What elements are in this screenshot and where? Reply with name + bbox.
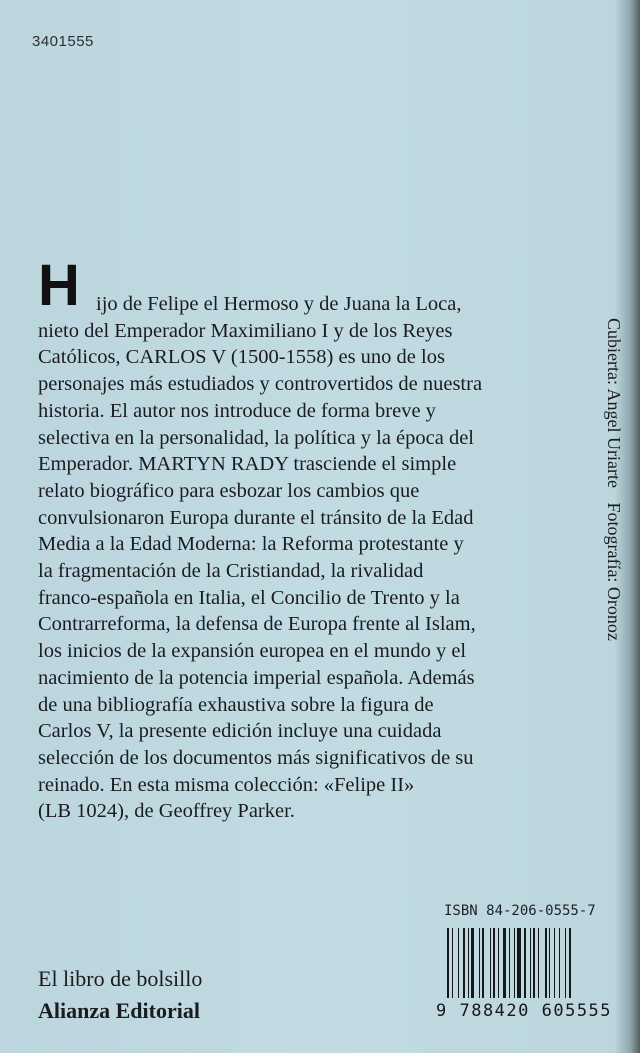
credits-vertical <box>603 318 624 651</box>
barcode-bar <box>533 928 535 998</box>
barcode-bar <box>493 928 495 998</box>
barcode-bar <box>463 928 465 998</box>
catalog-number: 3401555 <box>32 33 94 50</box>
blurb-line: nieto del Emperador Maximiliano I y de los Reyes <box>38 319 453 342</box>
isbn: ISBN 84-206-0555-7 <box>444 903 596 919</box>
barcode-bar <box>530 928 531 998</box>
barcode-bar <box>554 928 555 998</box>
barcode-bar <box>559 928 560 998</box>
publisher-name: Alianza Editorial <box>38 998 200 1023</box>
barcode-bar <box>503 928 506 998</box>
blurb-line: Media a la Edad Moderna: la Reforma protestante y <box>38 533 464 556</box>
blurb-line: la fragmentación de la Cristiandad, la rivalidad <box>38 560 424 582</box>
cover-credit: Cubierta: Angel Uriarte <box>604 318 624 488</box>
barcode-bar <box>538 928 539 998</box>
barcode-bar <box>498 928 499 998</box>
barcode-bar <box>545 928 547 998</box>
barcode-bar <box>569 928 571 998</box>
blurb-line: nacimiento de la potencia imperial española. Además <box>38 666 475 689</box>
blurb-line: selectiva en la personalidad, la política y la época del <box>38 426 475 449</box>
barcode-bar <box>549 928 550 998</box>
barcode-bar <box>514 928 515 998</box>
blurb-line: ijo de Felipe el Hermoso y de Juana la Loca, <box>96 293 462 315</box>
blurb-line: historia. El autor nos introduce de forma breve y <box>38 399 436 422</box>
blurb-line: franco-española en Italia, el Concilio de Trento y la <box>38 586 460 609</box>
barcode-bar <box>452 928 453 998</box>
barcode-bar <box>468 928 469 998</box>
barcode-bar <box>490 928 491 998</box>
barcode-bar <box>447 928 449 998</box>
blurb-line: convulsionaron Europa durante el tránsito de la Edad <box>38 506 474 529</box>
blurb-line: de una bibliografía exhaustiva sobre la figura de <box>38 693 434 716</box>
photo-credit: Fotografía: Oronoz <box>604 502 624 641</box>
blurb-line: (LB 1024), de Geoffrey Parker. <box>38 800 295 823</box>
barcode-bar <box>509 928 510 998</box>
blurb-line: Contrarreforma, la defensa de Europa frente al Islam, <box>38 613 476 636</box>
blurb-line: Católicos, CARLOS V (1500-1558) es uno de los <box>38 346 445 369</box>
blurb-line: Carlos V, la presente edición incluye una cuidada <box>38 720 442 743</box>
barcode-bar <box>565 928 566 998</box>
drop-cap: H <box>38 258 80 314</box>
blurb-line: Emperador. MARTYN RADY trasciende el simple <box>38 453 457 476</box>
blurb-line: relato biográfico para esbozar los cambios que <box>38 479 420 502</box>
barcode-bar <box>517 928 520 998</box>
blurb-line: reinado. En esta misma colección: «Felipe II» <box>38 773 415 796</box>
blurb-line: selección de los documentos más significativos de su <box>38 746 474 769</box>
barcode-bar <box>524 928 526 998</box>
ean-number: 9 788420 605555 <box>436 1001 613 1021</box>
blurb-line: personajes más estudiados y controvertidos de nuestra <box>38 373 483 396</box>
barcode-bar <box>482 928 484 998</box>
barcode-bar <box>479 928 480 998</box>
barcode-bar <box>458 928 459 998</box>
barcode-bar <box>471 928 474 998</box>
blurb-line: los inicios de la expansión europea en el mundo y el <box>38 640 467 663</box>
series-name: El libro de bolsillo <box>38 966 203 991</box>
barcode <box>447 928 603 998</box>
